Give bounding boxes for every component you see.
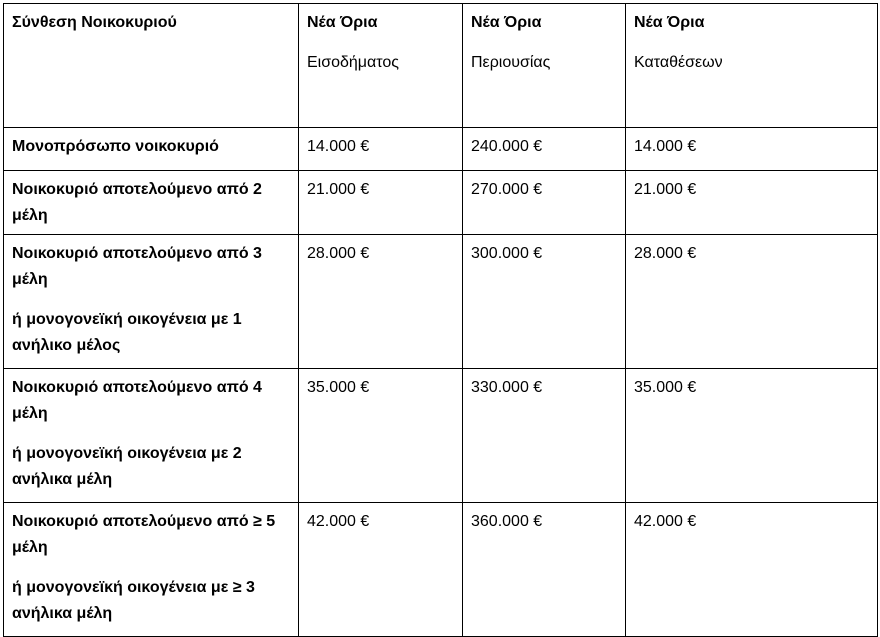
deposits-value: 35.000 € [634,379,697,396]
household-limits-table [3,3,878,637]
header-property-title: Νέα Όρια [471,14,542,31]
household-label-alt: ή μονογονεϊκή οικογένεια με 2 ανήλικα μέλη [12,445,242,488]
income-cell [299,171,463,235]
table-row [4,128,878,171]
header-deposits-title: Νέα Όρια [634,14,705,31]
deposits-value: 21.000 € [634,181,697,198]
deposits-value: 42.000 € [634,513,697,530]
deposits-value: 28.000 € [634,245,697,262]
household-label-cell [4,235,299,369]
table-row [4,503,878,637]
household-label-cell [4,369,299,503]
income-value: 21.000 € [307,181,370,198]
header-deposits-subtitle: Καταθέσεων [634,54,723,71]
deposits-cell [626,503,878,637]
header-income-subtitle: Εισοδήματος [307,54,399,71]
income-cell [299,503,463,637]
header-household-composition-label: Σύνθεση Νοικοκυριού [12,14,177,31]
household-label: Νοικοκυριό αποτελούμενο από 2 μέλη [12,181,262,224]
table-header-row [4,4,878,128]
table-row [4,235,878,369]
property-cell [463,235,626,369]
household-label-cell [4,171,299,235]
income-value: 28.000 € [307,245,370,262]
property-cell [463,369,626,503]
household-label: Μονοπρόσωπο νοικοκυριό [12,138,219,155]
deposits-cell [626,128,878,171]
header-household-composition [4,4,299,128]
household-label: Νοικοκυριό αποτελούμενο από 4 μέλη [12,379,262,422]
household-label-alt: ή μονογονεϊκή οικογένεια με 1 ανήλικο μέλος [12,311,242,354]
income-value: 14.000 € [307,138,370,155]
deposits-cell [626,171,878,235]
income-cell [299,235,463,369]
household-label-cell [4,128,299,171]
household-label-cell [4,503,299,637]
deposits-cell [626,369,878,503]
income-value: 42.000 € [307,513,370,530]
income-cell [299,369,463,503]
property-value: 360.000 € [471,513,543,530]
deposits-cell [626,235,878,369]
property-cell [463,128,626,171]
header-property-limits [463,4,626,128]
header-income-title: Νέα Όρια [307,14,378,31]
property-cell [463,171,626,235]
household-label-alt: ή μονογονεϊκή οικογένεια με ≥ 3 ανήλικα μέλη [12,579,255,622]
property-value: 270.000 € [471,181,543,198]
household-label: Νοικοκυριό αποτελούμενο από ≥ 5 μέλη [12,513,276,556]
income-cell [299,128,463,171]
property-value: 330.000 € [471,379,543,396]
header-property-subtitle: Περιουσίας [471,54,551,71]
property-value: 300.000 € [471,245,543,262]
header-income-limits [299,4,463,128]
table-row [4,369,878,503]
property-value: 240.000 € [471,138,543,155]
header-deposit-limits [626,4,878,128]
income-value: 35.000 € [307,379,370,396]
table-row [4,171,878,235]
household-label: Νοικοκυριό αποτελούμενο από 3 μέλη [12,245,262,288]
deposits-value: 14.000 € [634,138,697,155]
property-cell [463,503,626,637]
